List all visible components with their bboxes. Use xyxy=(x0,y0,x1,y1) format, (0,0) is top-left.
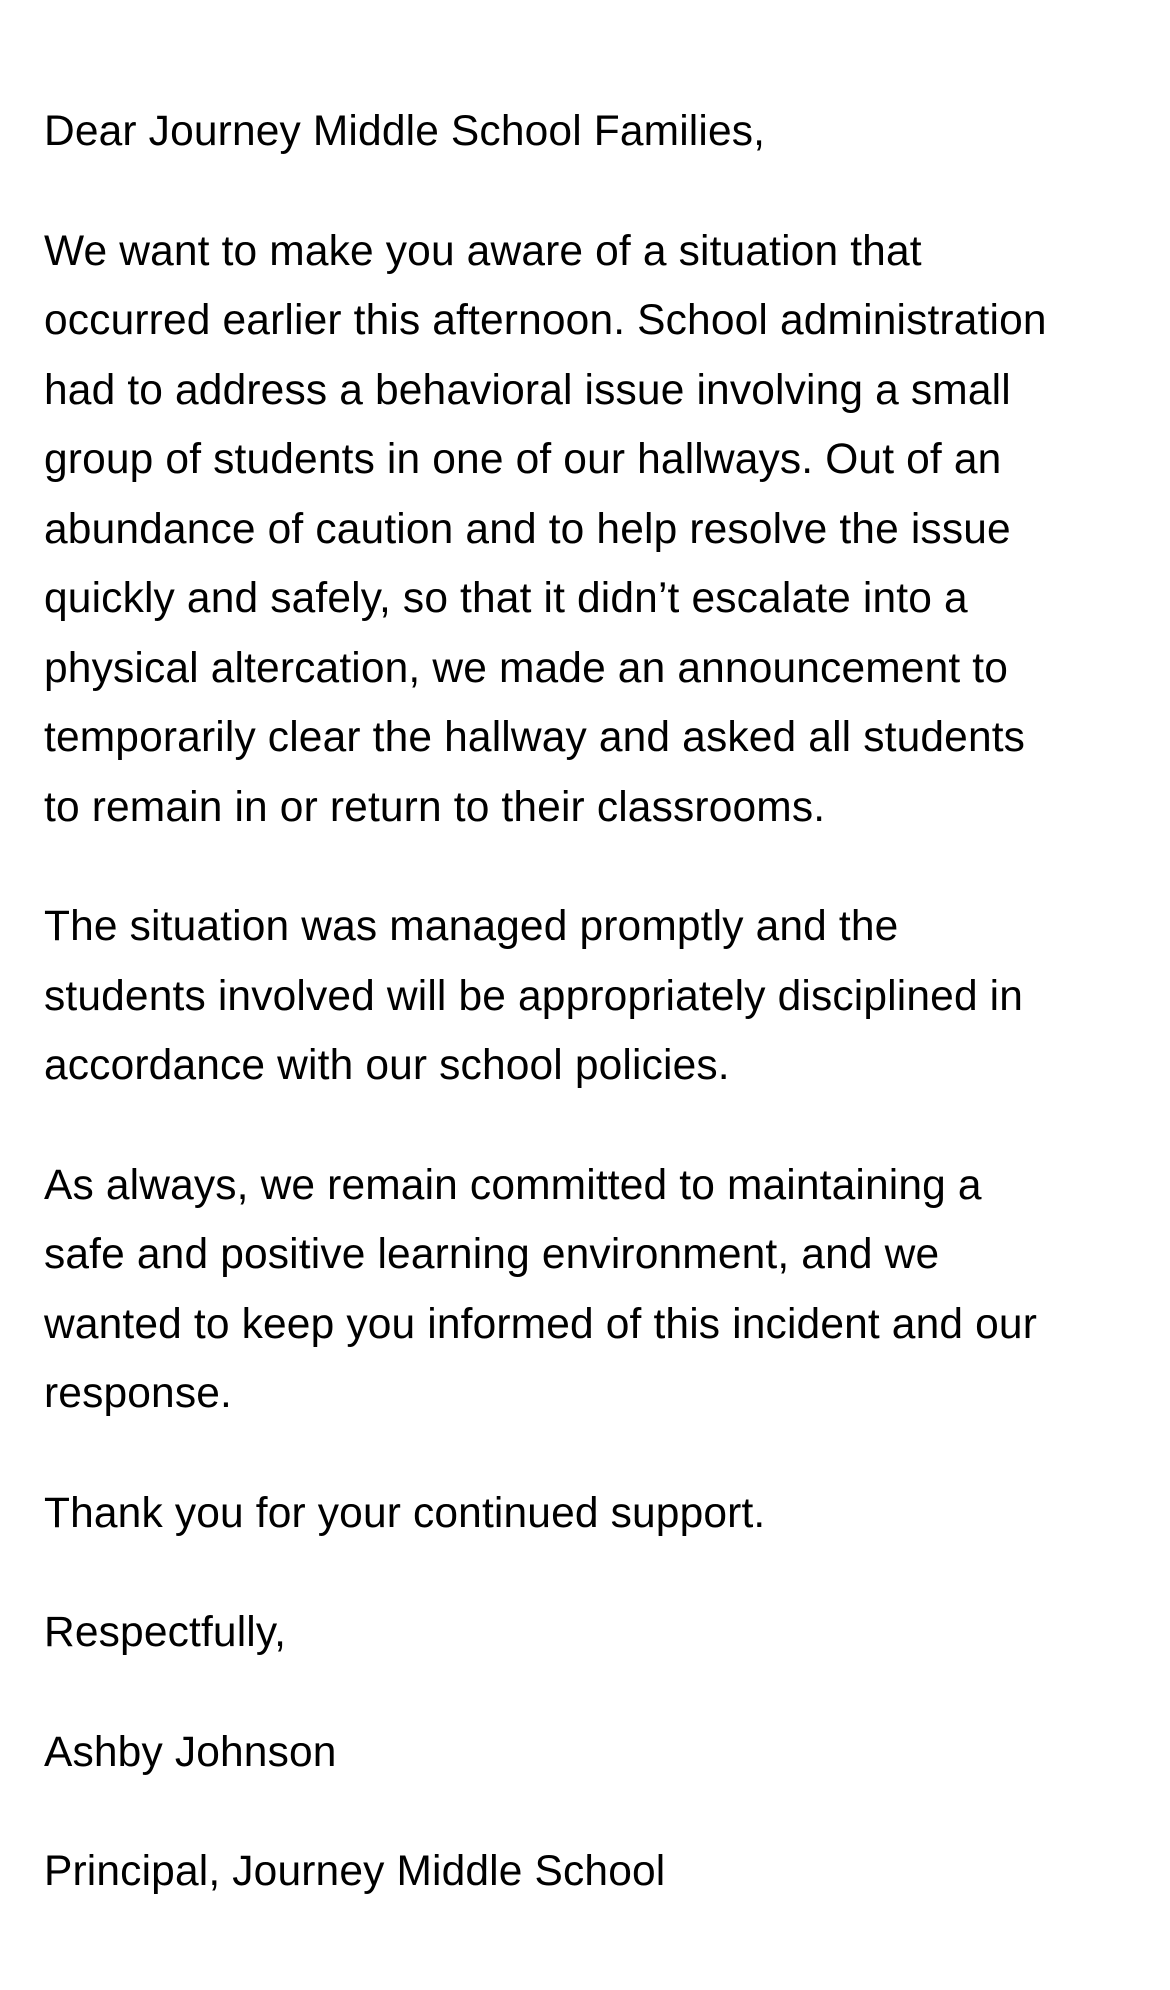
text-line: abundance of caution and to help resolve the issue xyxy=(44,505,1011,553)
letter-paragraph-outcome xyxy=(44,892,1154,1101)
text-line: temporarily clear the hallway and asked all students xyxy=(44,714,1026,761)
text-line: We want to make you aware of a situation that xyxy=(44,227,922,275)
text-line: accordance with our school policies. xyxy=(44,1042,730,1089)
text-line: occurred earlier this afternoon. School administration xyxy=(44,297,1047,344)
text-line: physical altercation, we made an announcement to xyxy=(44,644,1009,692)
letter-body xyxy=(44,97,1154,1957)
letter-thanks: Thank you for your continued support. xyxy=(44,1489,766,1537)
signature-name: Ashby Johnson xyxy=(44,1728,337,1776)
letter-closing: Respectfully, xyxy=(44,1609,287,1656)
letter-paragraph-incident xyxy=(44,217,1154,843)
letter-greeting: Dear Journey Middle School Families, xyxy=(44,108,766,155)
letter-paragraph-commitment xyxy=(44,1151,1154,1429)
text-line: wanted to keep you informed of this incident and our xyxy=(44,1300,1037,1348)
text-line: The situation was managed promptly and the xyxy=(44,903,899,950)
text-line: quickly and safely, so that it didn’t escalate into a xyxy=(44,575,968,622)
text-line: safe and positive learning environment, and we xyxy=(44,1231,940,1278)
text-line: As always, we remain committed to maintaining a xyxy=(44,1161,982,1209)
text-line: response. xyxy=(44,1370,232,1417)
text-line: had to address a behavioral issue involving a small xyxy=(44,366,1011,414)
text-line: group of students in one of our hallways. Out of an xyxy=(44,436,1002,483)
text-line: students involved will be appropriately disciplined in xyxy=(44,972,1024,1020)
text-line: to remain in or return to their classrooms. xyxy=(44,783,826,831)
signature-title: Principal, Journey Middle School xyxy=(44,1848,666,1895)
